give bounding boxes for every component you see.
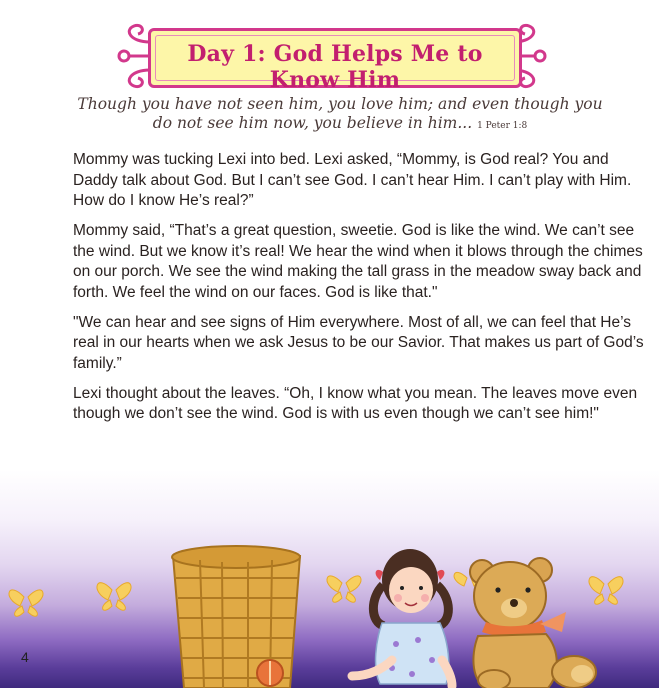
teddy-bear-illustration: [470, 558, 596, 688]
butterfly-left-icon: [9, 590, 43, 616]
rag-doll-illustration: [352, 549, 452, 686]
basket-illustration: [172, 546, 300, 688]
bible-verse: [70, 95, 610, 136]
story-text: [73, 150, 653, 434]
page-title: Day 1: God Helps Me to Know Him: [187, 41, 483, 93]
verse-text: Though you have not seen him, you love him; and even though you do not see him now, you believe in him...: [77, 95, 603, 132]
verse-reference: 1 Peter 1:8: [477, 121, 528, 131]
page-number: 4: [21, 649, 29, 665]
story-paragraph-2: Mommy said, “That’s a great question, sweetie. God is like the wind. We can’t see the wind. But we know it’s real! We hear the wind when it blows through the chimes on our porch. We see the wind making the tall grass in the meadow sway back and forth. We feel the wind on our faces. God is like that.": [73, 222, 643, 301]
title-banner-box: [148, 28, 522, 93]
butterfly-icon-2: [97, 583, 131, 611]
title-banner: [112, 22, 552, 92]
story-paragraph-3: "We can hear and see signs of Him everywhere. Most of all, we can feel that He’s real in our hearts when we ask Jesus to be our Savior. That makes us part of God’s family.”: [73, 313, 644, 372]
story-paragraph-4: Lexi thought about the leaves. “Oh, I know what you mean. The leaves move even though we don’t see the wind. God is with us even though we can’t see him!": [73, 384, 638, 422]
butterfly-icon-3: [327, 576, 361, 602]
story-paragraph-1: Mommy was tucking Lexi into bed. Lexi asked, “Mommy, is God real? You and Daddy talk about God. But I can’t see God. I can’t hear Him. I can’t play with Him. How do I know He’s real?”: [73, 151, 632, 209]
butterfly-right-icon: [589, 577, 623, 605]
